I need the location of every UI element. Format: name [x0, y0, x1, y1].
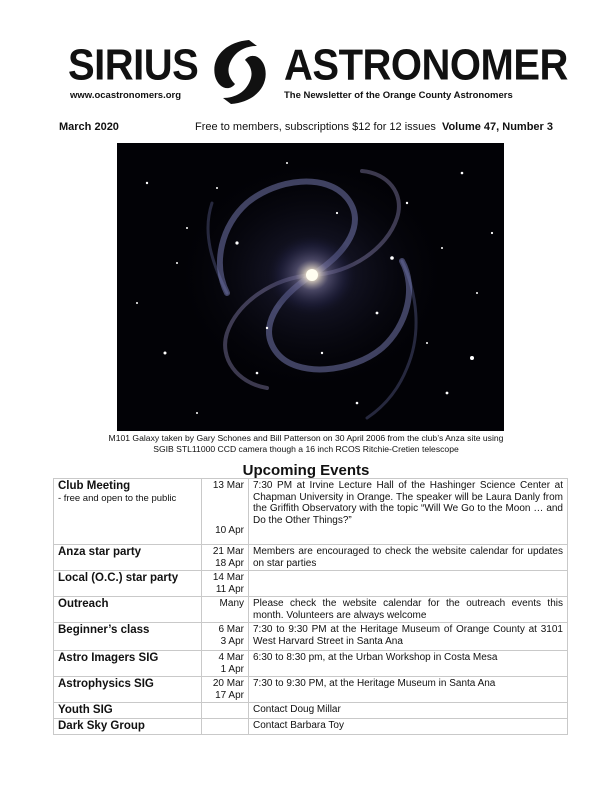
event-row: [54, 651, 568, 677]
event-dates-cell: [202, 719, 249, 735]
event-name-cell: [54, 703, 202, 719]
event-description: 6:30 to 8:30 pm, at the Urban Workshop in Costa Mesa: [249, 651, 568, 677]
issue-info-row: [59, 121, 553, 135]
event-date-first: 13 Mar: [212, 480, 244, 491]
sirius-logo-icon: [205, 36, 275, 108]
subscription-pricing: Free to members, subscriptions $12 for 12 issues: [195, 121, 436, 133]
photo-caption-line-2: SGIB STL11000 CCD camera though a 16 inch RCOS Ritchie-Cretien telescope: [153, 444, 459, 454]
event-description: 7:30 PM at Irvine Lecture Hall of the Hashinger Science Center at Chapman University in Orange. The speaker will be Laura Danly from the Griffith Observatory with the topic “Will We Go to the Moon … and Do the Other Things?”: [249, 479, 568, 545]
event-dates-cell: [202, 651, 249, 677]
event-name-cell: [54, 623, 202, 651]
galaxy-photo: [117, 143, 504, 431]
events-table: [53, 478, 568, 735]
event-name: Anza star party: [58, 546, 142, 558]
event-name: Astrophysics SIG: [58, 678, 154, 690]
event-note: - free and open to the public: [58, 493, 177, 504]
event-name: Astro Imagers SIG: [58, 652, 159, 664]
event-description: Members are encouraged to check the website calendar for updates on star parties: [249, 545, 568, 571]
event-name: Outreach: [58, 598, 109, 610]
event-date-first: 4 Mar: [218, 652, 244, 663]
event-row: [54, 571, 568, 597]
event-date-second: 18 Apr: [215, 557, 244, 569]
event-name-cell: [54, 651, 202, 677]
event-name: Beginner’s class: [58, 624, 150, 636]
event-name-cell: [54, 677, 202, 703]
event-date-second: 1 Apr: [220, 663, 244, 675]
event-row: [54, 597, 568, 623]
issue-volume: Volume 47, Number 3: [441, 121, 553, 133]
event-description: 7:30 to 9:30 PM, at the Heritage Museum in Santa Ana: [249, 677, 568, 703]
photo-caption-line-1: M101 Galaxy taken by Gary Schones and Bill Patterson on 30 April 2006 from the club’s Anza site using: [108, 433, 504, 443]
masthead-title-right: ASTRONOMER: [284, 40, 568, 90]
event-date-first: Many: [219, 598, 244, 609]
website-link[interactable]: www.ocastronomers.org: [70, 90, 182, 101]
issue-date: March 2020: [59, 121, 119, 133]
photo-caption: [60, 433, 552, 455]
event-date-second: 3 Apr: [220, 635, 244, 647]
event-dates-cell: [202, 479, 249, 545]
event-date-second: 17 Apr: [215, 689, 244, 701]
event-date-first: 21 Mar: [212, 546, 244, 557]
event-dates-cell: [202, 623, 249, 651]
event-name: Dark Sky Group: [58, 720, 145, 732]
newsletter-subtitle: The Newsletter of the Orange County Astronomers: [284, 90, 513, 101]
masthead-title-left: SIRIUS: [68, 40, 199, 90]
event-name: Youth SIG: [58, 704, 113, 716]
event-date-first: 6 Mar: [218, 624, 244, 635]
event-description: Please check the website calendar for the outreach events this month. Volunteers are always welcome: [249, 597, 568, 623]
event-description: 7:30 to 9:30 PM at the Heritage Museum of Orange County at 3101 West Harvard Street in Santa Ana: [249, 623, 568, 651]
event-date-first: 14 Mar: [212, 572, 244, 583]
event-dates-cell: [202, 597, 249, 623]
event-date-second: 10 Apr: [215, 524, 244, 536]
event-name-cell: [54, 479, 202, 545]
event-date-first: 20 Mar: [212, 678, 244, 689]
event-dates-cell: [202, 703, 249, 719]
event-name: Local (O.C.) star party: [58, 572, 179, 584]
event-row: [54, 703, 568, 719]
event-dates-cell: [202, 545, 249, 571]
event-name-cell: [54, 571, 202, 597]
event-name-cell: [54, 597, 202, 623]
event-row: [54, 479, 568, 545]
event-description: Contact Doug Millar: [249, 703, 568, 719]
event-dates-cell: [202, 571, 249, 597]
event-row: [54, 623, 568, 651]
event-description: [249, 571, 568, 597]
event-name-cell: [54, 545, 202, 571]
event-row: [54, 719, 568, 735]
event-name-cell: [54, 719, 202, 735]
event-name: Club Meeting: [58, 480, 131, 492]
event-dates-cell: [202, 677, 249, 703]
event-description: Contact Barbara Toy: [249, 719, 568, 735]
events-heading: Upcoming Events: [242, 462, 370, 479]
event-date-second: 11 Apr: [215, 583, 244, 595]
event-row: [54, 677, 568, 703]
event-row: [54, 545, 568, 571]
